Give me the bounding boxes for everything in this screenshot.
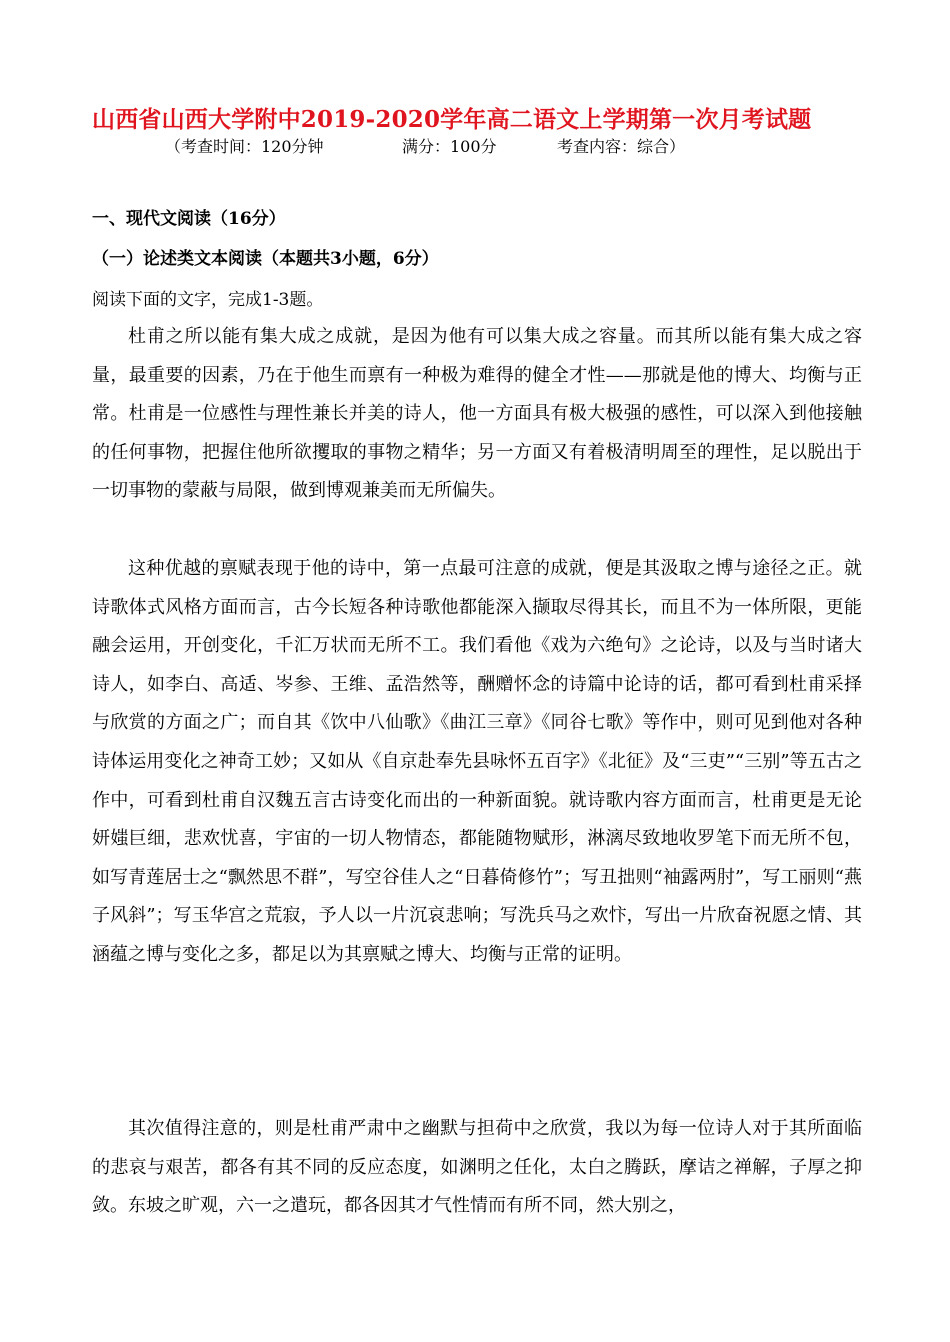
exam-score: 满分：100分 (402, 137, 497, 156)
subsection-heading: （一）论述类文本阅读（本题共3小题，6分） (92, 249, 439, 269)
paragraph-3: 其次值得注意的，则是杜甫严肃中之幽默与担荷中之欣赏，我以为每一位诗人对于其所面临的悲哀与艰苦，都各有其不同的反应态度，如渊明之任化，太白之腾跃，摩诘之禅解，子厚之抑敛。东坡之旷观，六一之遣玩，都各因其才气性情而有所不同，然大别之， (92, 1118, 862, 1217)
paragraph-1: 杜甫之所以能有集大成之成就，是因为他有可以集大成之容量。而其所以能有集大成之容量，最重要的因素，乃在于他生而禀有一种极为难得的健全才性——那就是他的博大、均衡与正常。杜甫是一位感性与理性兼长并美的诗人，他一方面具有极大极强的感性，可以深入到他接触的任何事物，把握住他所欲攫取的事物之精华；另一方面又有着极清明周至的理性，足以脱出于一切事物的蒙蔽与局限，做到博观兼美而无所偏失。 (92, 326, 862, 502)
document-title: 山西省山西大学附中2019-2020学年高二语文上学期第一次月考试题 (92, 106, 812, 133)
reading-instruction: 阅读下面的文字，完成1-3题。 (92, 290, 324, 310)
exam-time: （考查时间：120分钟 (165, 137, 324, 156)
section-heading: 一、现代文阅读（16分） (92, 209, 286, 229)
exam-content: 考查内容：综合） (557, 137, 686, 156)
paragraph-2: 这种优越的禀赋表现于他的诗中，第一点最可注意的成就，便是其汲取之博与途径之正。就诗歌体式风格方面而言，古今长短各种诗歌他都能深入撷取尽得其长，而且不为一体所限，更能融会运用，开创变化，千汇万状而无所不工。我们看他《戏为六绝句》之论诗，以及与当时诸大诗人，如李白、高适、岑参、王维、孟浩然等，酬赠怀念的诗篇中论诗的话，都可看到杜甫采择与欣赏的方面之广；而自其《饮中八仙歌》《曲江三章》《同谷七歌》等作中，则可见到他对各种诗体运用变化之神奇工妙；又如从《自京赴奉先县咏怀五百字》《北征》及“三吏”“三别”等五古之作中，可看到杜甫自汉魏五言古诗变化而出的一种新面貌。就诗歌内容方面而言，杜甫更是无论妍媸巨细，悲欢忧喜，宇宙的一切人物情态，都能随物赋形，淋漓尽致地收罗笔下而无所不包，如写青莲居士之“飘然思不群”，写空谷佳人之“日暮倚修竹”；写丑拙则“袖露两肘”，写工丽则“燕子风斜”；写玉华宫之荒寂，予人以一片沉哀悲响；写洗兵马之欢忭，写出一片欣奋祝愿之情、其涵蕴之博与变化之多，都足以为其禀赋之博大、均衡与正常的证明。 (92, 558, 862, 965)
